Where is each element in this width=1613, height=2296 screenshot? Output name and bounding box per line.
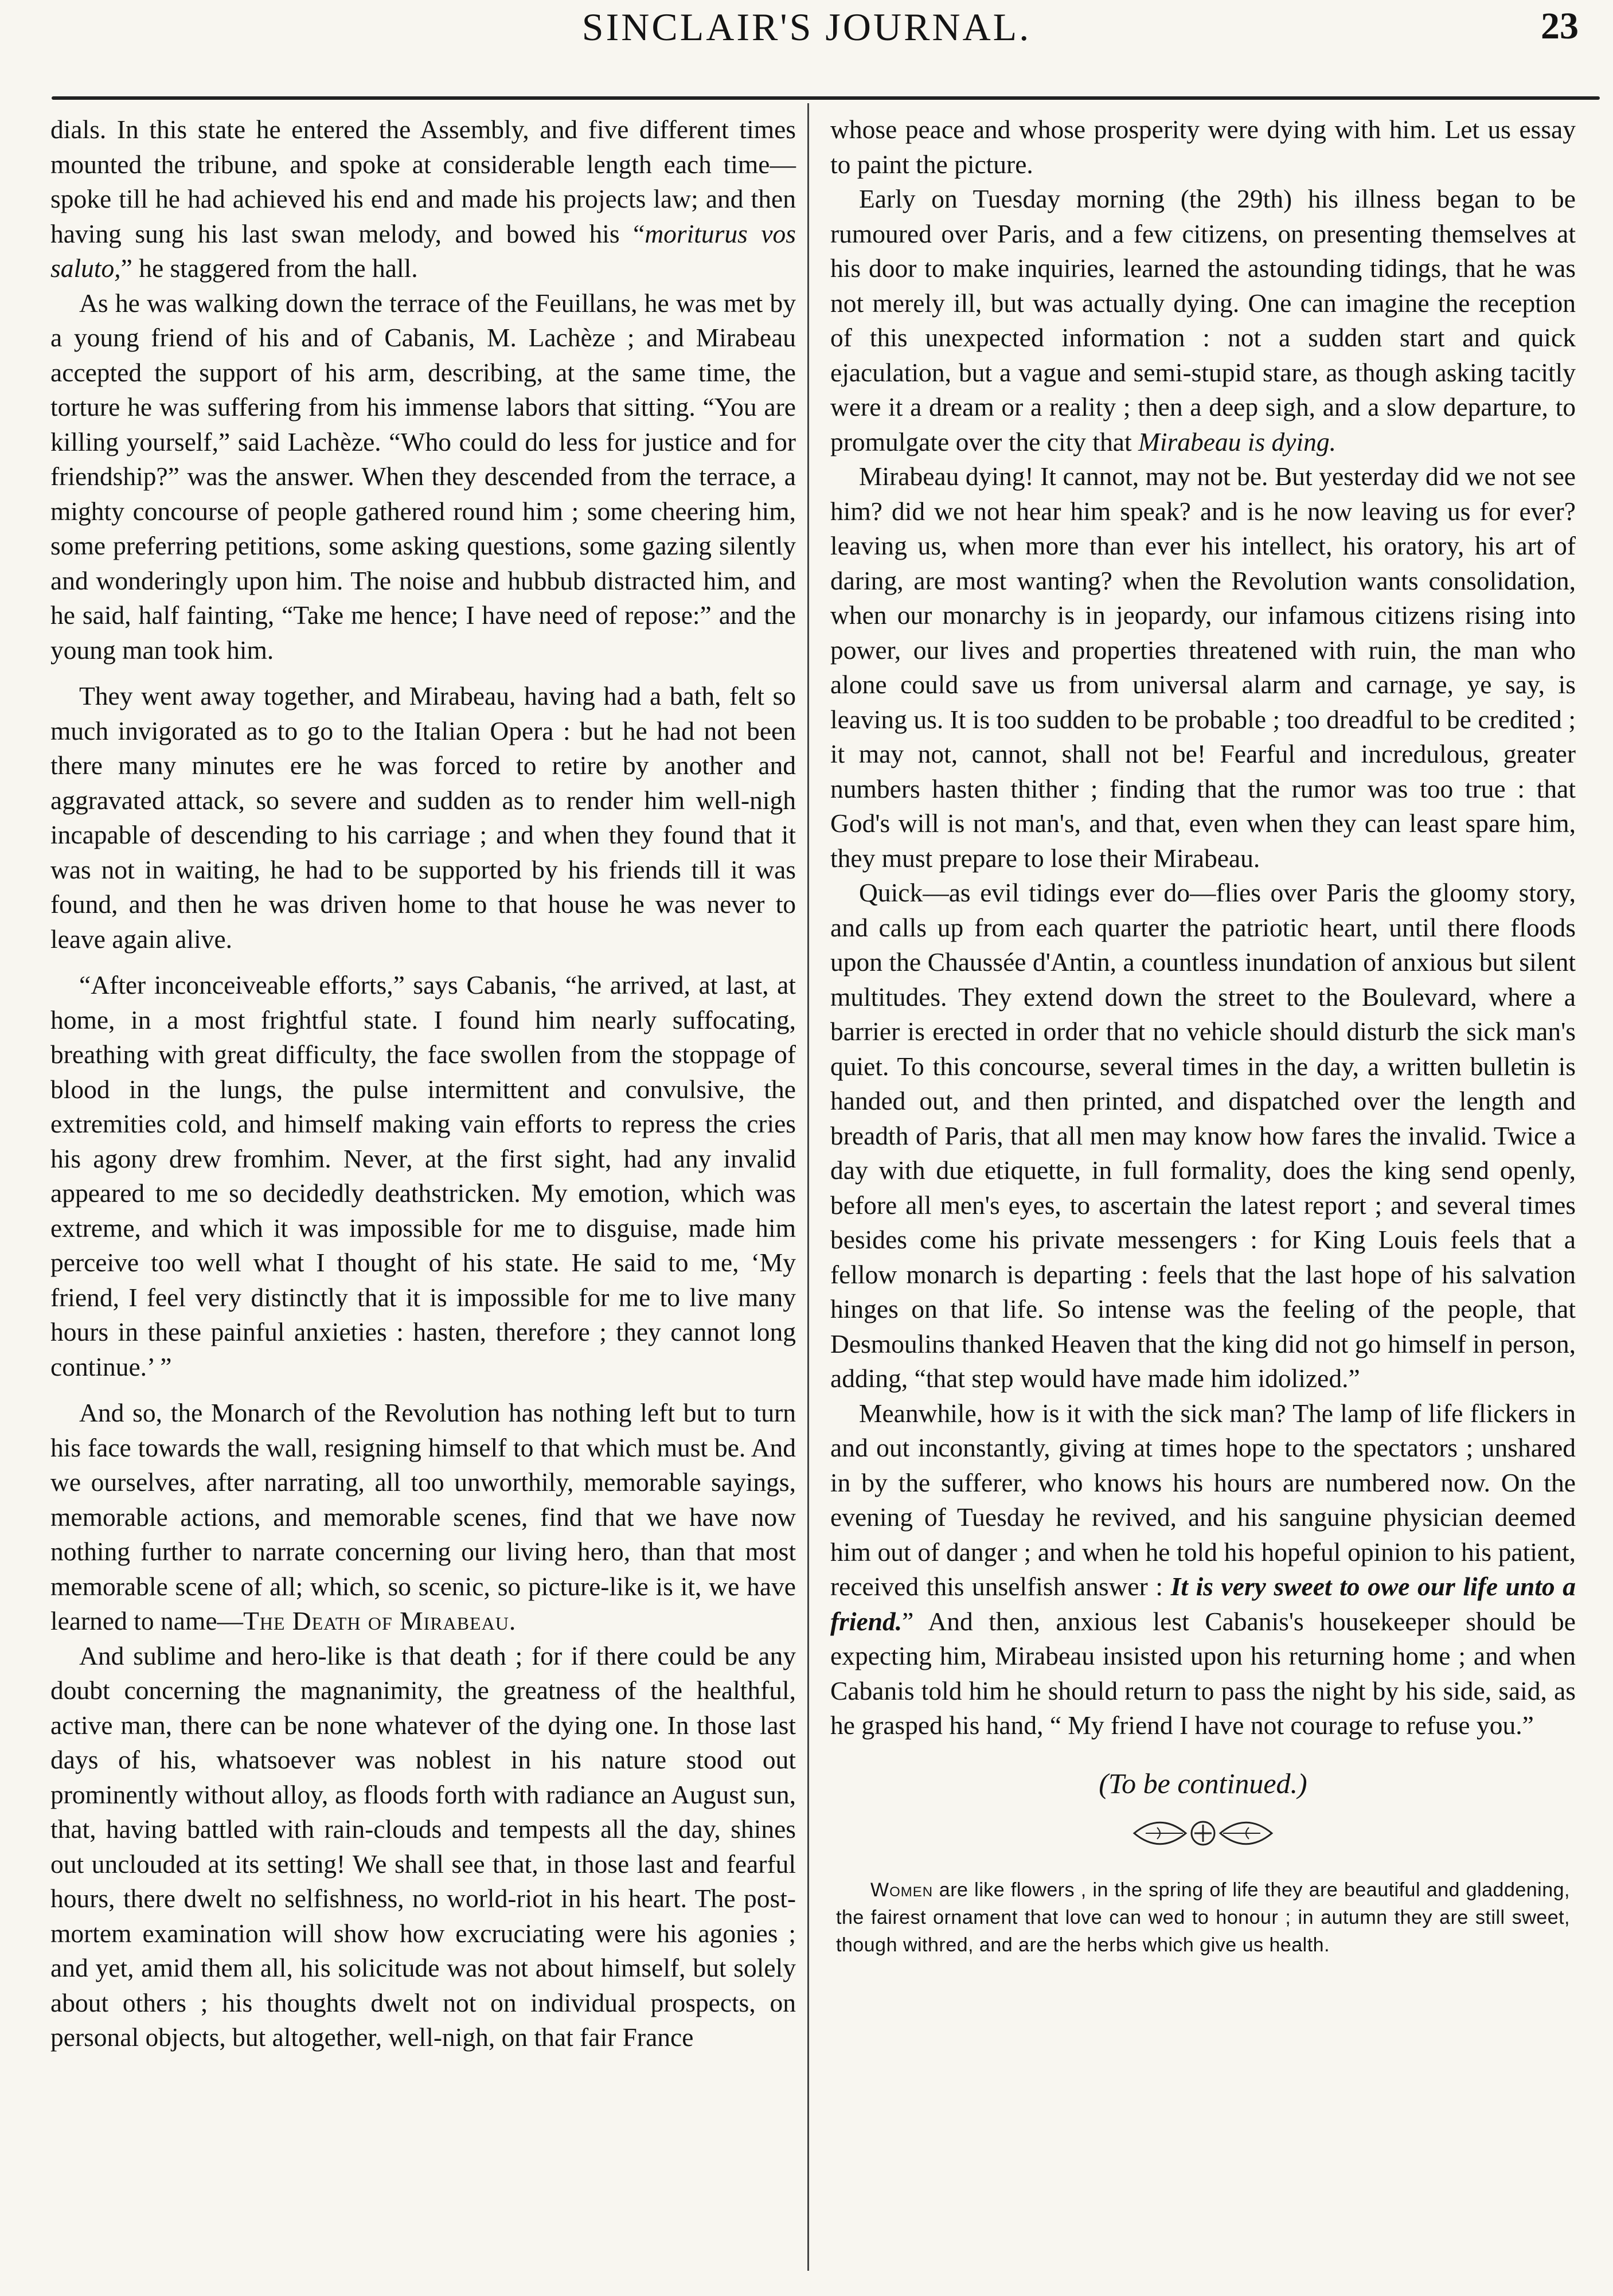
paragraph: whose peace and whose prosperity were dying with him. Let us essay to paint the picture. xyxy=(830,115,1576,179)
italic-phrase: Mirabeau is dying. xyxy=(1138,427,1336,456)
paragraph: “After inconceiveable efforts,” says Cabanis, “he arrived, at last, at home, in a most frightful state. I found him nearly suffocating, breathing with great difficulty, the face swollen from the stoppage of blood in the lungs, the pulse intermittent and convulsive, the extremities cold, and himself making vain efforts to repress the cries his agony drew fromhim. Never, at the first sight, had any invalid appeared to me so decidedly deathstricken. My emotion, which was extreme, and which it was impossible for me to disguise, made him perceive too well what I thought of his state. He said to me, ‘My friend, I feel very distinctly that it is impossible for me to live many hours in these painful anxieties : hasten, therefore ; they cannot long continue.’ ” xyxy=(50,970,796,1381)
to-be-continued: (To be continued.) xyxy=(1099,1767,1307,1799)
paragraph: And sublime and hero-like is that death ; for if there could be any doubt concerning the magnanimity, the greatness of the healthful, active man, there can be none whatever of the dying one. In those last days of his, whatsoever was noblest in his nature stood out prominently without alloy, as floods forth with radiance an August sun, that, having battled with rain-clouds and tempests all the day, shines out unclouded at its setting! We shall see that, in those last and fearful hours, there dwelt no selfishness, no world-riot in his heart. The post-mortem examination will show how excruciating were his agonies ; and yet, amid them all, his solicitude was not about himself, but solely about others ; his thoughts dwelt not on individual prospects, on personal objects, but altogether, well-nigh, on that fair France xyxy=(50,1641,796,2052)
paragraph-text: ” And then, anxious lest Cabanis's housekeeper should be expecting him, Mirabeau insisted upon his returning home ; and when Cabanis told him he should return to pass the night by his side, said, as he grasped his hand, “ My friend I have not courage to refuse you.” xyxy=(830,1606,1576,1740)
paragraph: They went away together, and Mirabeau, having had a bath, felt so much invigorated as to go to the Italian Opera : but he had not been there many minutes ere he was forced to retire by another and aggravated attack, so severe and sudden as to render him well-nigh incapable of descending to his carriage ; and when they found that it was not in waiting, he had to be supported by his friends till it was found, and then he was driven home to that house he was never to leave again alive. xyxy=(50,681,796,954)
footnote-text: are like flowers , in the spring of life they are beautiful and gladdening, the fairest ornament that love can wed to honour ; in autumn they are still sweet, though withred, and are the herbs which give us health. xyxy=(836,1879,1570,1956)
left-column xyxy=(50,112,796,2055)
paragraph xyxy=(830,1396,1576,1743)
footnote xyxy=(830,1876,1576,1959)
paragraph: Quick—as evil tidings ever do—flies over Paris the gloomy story, and calls up from each quarter the patriotic heart, until there floods upon the Chaussée d'Antin, a countless inundation of anxious but silent multitudes. They extend down the street to the Boulevard, where a barrier is erected in order that no vehicle should disturb the sick man's quiet. To this concourse, several times in the day, a written bulletin is handed out, and then printed, and dispatched over the length and breadth of Paris, that all men may know how fares the invalid. Twice a day with due etiquette, in full formality, does the king send openly, before all men's eyes, to ascertain the latest report ; and several times besides come his private messengers : for King Louis feels that a fellow monarch is departing : feels that the last hope of his salvation hinges on that life. So intense was the feeling of the people, that Desmoulins thanked Heaven that the king did not go himself in person, adding, “that step would have made him idolized.” xyxy=(830,878,1576,1393)
paragraph xyxy=(830,182,1576,459)
quote-italic: It is very sweet to owe our life unto a friend. xyxy=(830,1572,1576,1636)
footnote-lead: Women xyxy=(870,1879,934,1901)
column-divider xyxy=(807,103,809,2271)
journal-title: SINCLAIR'S JOURNAL. xyxy=(581,5,1032,49)
paragraph xyxy=(50,1396,796,1639)
page-header xyxy=(0,0,1613,69)
section-name: The Death of Mirabeau. xyxy=(243,1606,517,1635)
header-rule xyxy=(52,96,1600,100)
ornament-icon xyxy=(1128,1813,1278,1853)
paragraph: As he was walking down the terrace of the Feuillans, he was met by a young friend of his and of Cabanis, M. Lachèze ; and Mirabeau accepted the support of his arm, describing, at the same time, the torture he was suffering from his immense labors that sitting. “You are killing yourself,” said Lachèze. “Who could do less for justice and for friendship?” was the answer. When they descended from the terrace, a mighty concourse of people gathered round him ; some cheering him, some preferring petitions, some asking questions, some gazing silently and wonderingly upon him. The noise and hubbub distracted him, and he said, half fainting, “Take me hence; I have need of repose:” and the young man took him. xyxy=(50,288,796,665)
latin-phrase: moriturus vos saluto, xyxy=(50,218,796,283)
paragraph-text: And so, the Monarch of the Revolution has nothing left but to turn his face towards the wall, resigning himself to that which must be. And we ourselves, after narrating, all too unworthily, memorable sayings, memorable actions, and memorable scenes, find that we have now nothing further to narrate concerning our living hero, than that most memorable scene of all; which, so scenic, so picture-like is it, we have learned to name— xyxy=(50,1398,796,1635)
right-column xyxy=(830,112,1576,1959)
paragraph xyxy=(50,112,796,286)
paragraph-text: ” he staggered from the hall. xyxy=(120,253,418,283)
paragraph-text: dials. In this state he entered the Assembly, and five different times mounted the tribune, and spoke at considerable length each time—spoke till he had achieved his end and made his projects law; and then having sung his last swan melody, and bowed his “ xyxy=(50,115,796,248)
page-number: 23 xyxy=(1541,5,1579,47)
paragraph: Mirabeau dying! It cannot, may not be. But yesterday did we not see him? did we not hear him speak? and is he now leaving us for ever? leaving us, when more than ever his intellect, his oratory, his art of daring, are most wanting? when the Revolution wants consolidation, when our monarchy is in jeopardy, our infamous citizens rising into power, our lives and properties threatened with ruin, the man who alone could save us from universal alarm and carnage, ye say, is leaving us. It is too sudden to be probable ; too dreadful to be credited ; it may not, cannot, shall not be! Fearful and incredulous, greater numbers hasten thither ; finding that the rumor was too true : that God's will is not man's, and that, even when they can least spare him, they must prepare to lose their Mirabeau. xyxy=(830,462,1576,873)
paragraph-text: Early on Tuesday morning (the 29th) his illness began to be rumoured over Paris, and a few citizens, on presenting themselves at his door to make inquiries, learned the astounding tidings, that he was not merely ill, but was actually dying. One can imagine the reception of this unexpected information : not a sudden start and quick ejaculation, but a vague and semi-stupid stare, as though asking tacitly were it a dream or a reality ; then a deep sigh, and a slow departure, to promulgate over the city that xyxy=(830,184,1576,456)
paragraph-text: Meanwhile, how is it with the sick man? The lamp of life flickers in and out inconstantly, giving at times hope to the spectators ; unshared in by the sufferer, who knows his hours are numbered now. On the evening of Tuesday he revived, and his sanguine physician deemed him out of danger ; and when he told his hopeful opinion to his patient, received this unselfish answer : xyxy=(830,1398,1576,1601)
